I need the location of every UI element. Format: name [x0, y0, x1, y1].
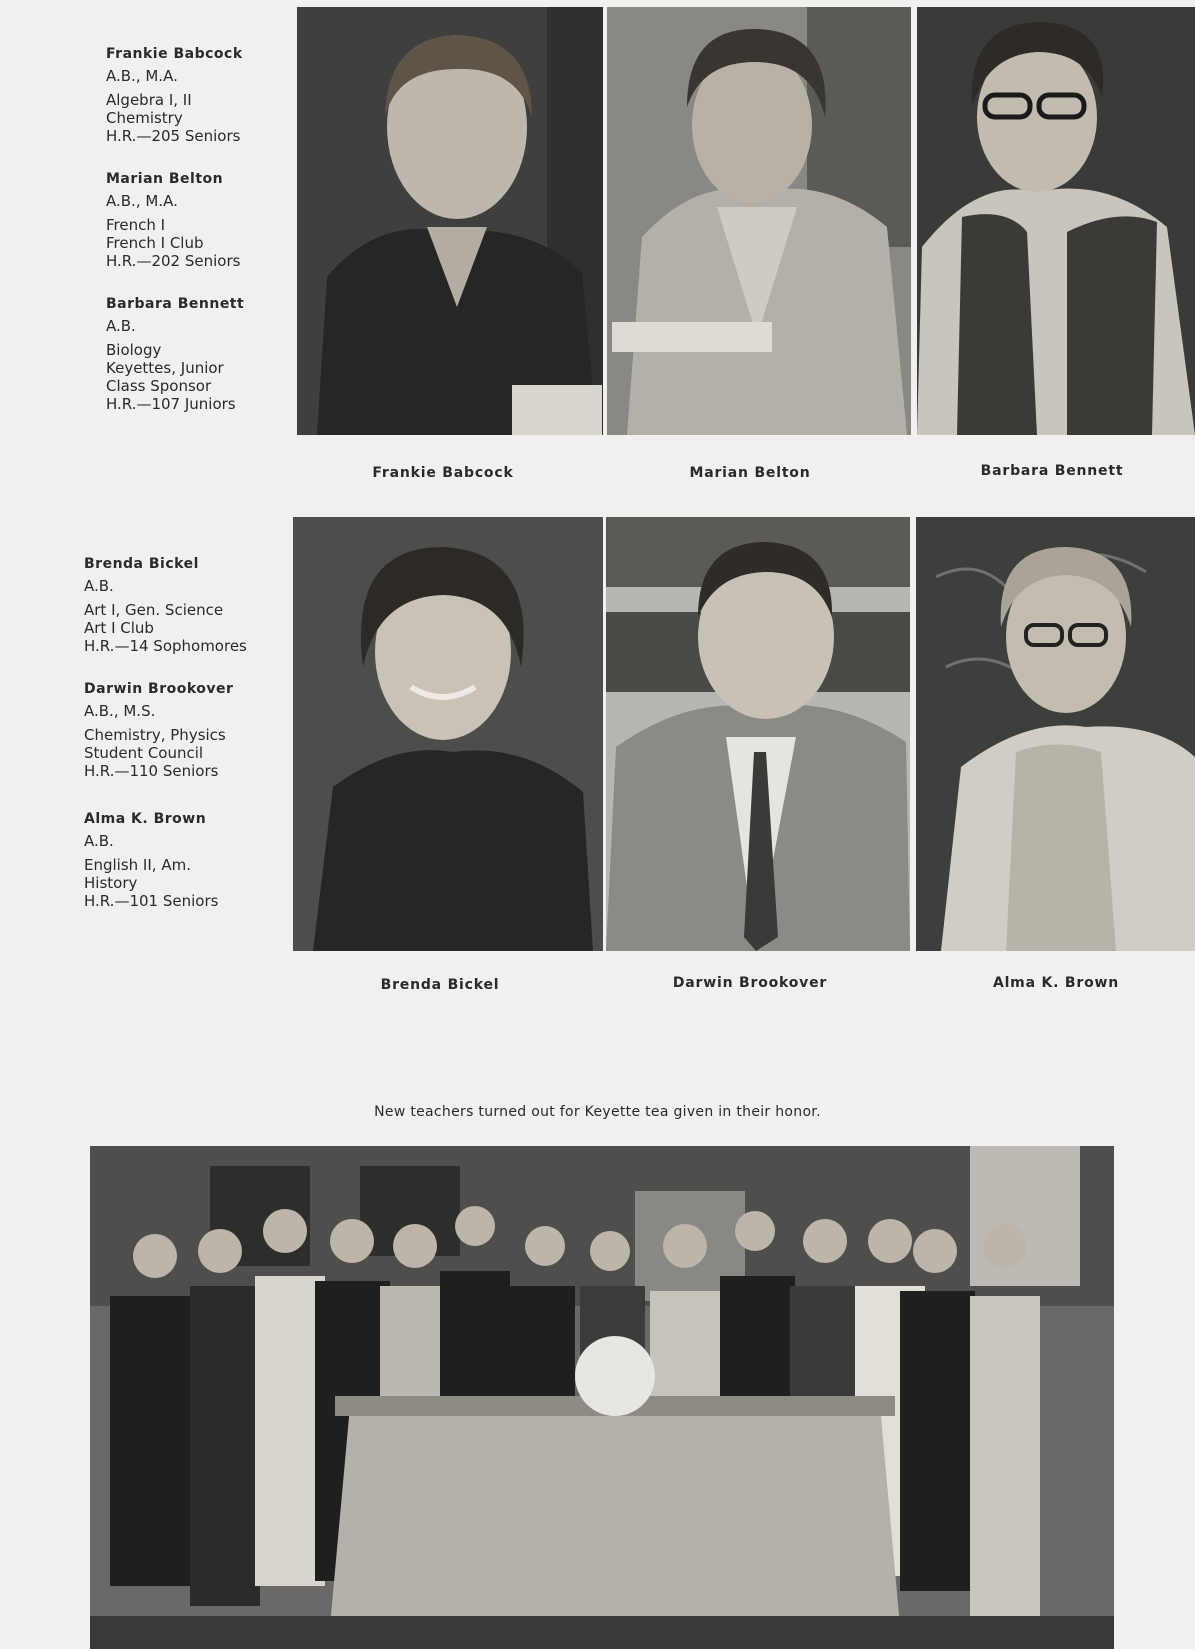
bio-line: French I Club: [106, 234, 204, 252]
bio-frankie-babcock: [106, 45, 243, 145]
bio-name: Marian Belton: [106, 171, 224, 187]
bio-line: Chemistry: [106, 109, 183, 127]
bio-line: Art I Club: [84, 619, 154, 637]
bio-marian-belton: [106, 170, 240, 270]
bio-darwin-brookover: [84, 680, 233, 780]
bio-line: English II, Am.: [84, 856, 191, 874]
bio-line: Chemistry, Physics: [84, 726, 226, 744]
caption-frankie-babcock: Frankie Babcock: [372, 465, 514, 481]
bio-line: Algebra I, II: [106, 91, 192, 109]
bio-line: H.R.—107 Juniors: [106, 395, 236, 413]
photo-alma-k-brown: [916, 517, 1195, 951]
caption-alma-k-brown: Alma K. Brown: [992, 975, 1120, 991]
bio-line: Biology: [106, 341, 162, 359]
bio-line: H.R.—14 Sophomores: [84, 637, 247, 655]
caption-marian-belton: Marian Belton: [689, 465, 811, 481]
bio-line: H.R.—101 Seniors: [84, 892, 219, 910]
photo-brenda-bickel: [293, 517, 603, 951]
tea-caption: New teachers turned out for Keyette tea given in their honor.: [374, 1104, 821, 1120]
bio-line: H.R.—110 Seniors: [84, 762, 219, 780]
bio-name: Darwin Brookover: [84, 681, 234, 697]
caption-darwin-brookover: Darwin Brookover: [672, 975, 828, 991]
photo-frankie-babcock: [297, 7, 603, 435]
bio-name: Barbara Bennett: [106, 296, 245, 312]
bio-line: Keyettes, Junior: [106, 359, 224, 377]
photo-barbara-bennett: [917, 7, 1195, 435]
bio-line: Student Council: [84, 744, 204, 762]
caption-brenda-bickel: Brenda Bickel: [380, 977, 500, 993]
bio-name: Frankie Babcock: [106, 46, 243, 62]
bio-name: Brenda Bickel: [84, 556, 199, 572]
bio-line: French I: [106, 216, 166, 234]
bio-degrees: A.B., M.S.: [84, 702, 156, 720]
bio-line: H.R.—202 Seniors: [106, 252, 241, 270]
bio-degrees: A.B.: [84, 832, 114, 850]
bio-degrees: A.B., M.A.: [106, 67, 178, 85]
bio-alma-k-brown: [84, 810, 218, 910]
bio-name: Alma K. Brown: [84, 811, 207, 827]
bio-brenda-bickel: [84, 555, 247, 655]
bio-line: Class Sponsor: [106, 377, 212, 395]
bio-barbara-bennett: [106, 295, 244, 413]
bio-degrees: A.B.: [84, 577, 114, 595]
photo-marian-belton: [607, 7, 911, 435]
bio-line: H.R.—205 Seniors: [106, 127, 241, 145]
photo-keyette-tea-group: [90, 1146, 1114, 1649]
bio-line: Art I, Gen. Science: [84, 601, 224, 619]
bio-degrees: A.B., M.A.: [106, 192, 178, 210]
caption-barbara-bennett: Barbara Bennett: [980, 463, 1124, 479]
photo-darwin-brookover: [606, 517, 910, 951]
bio-degrees: A.B.: [106, 317, 136, 335]
bio-line: History: [84, 874, 138, 892]
